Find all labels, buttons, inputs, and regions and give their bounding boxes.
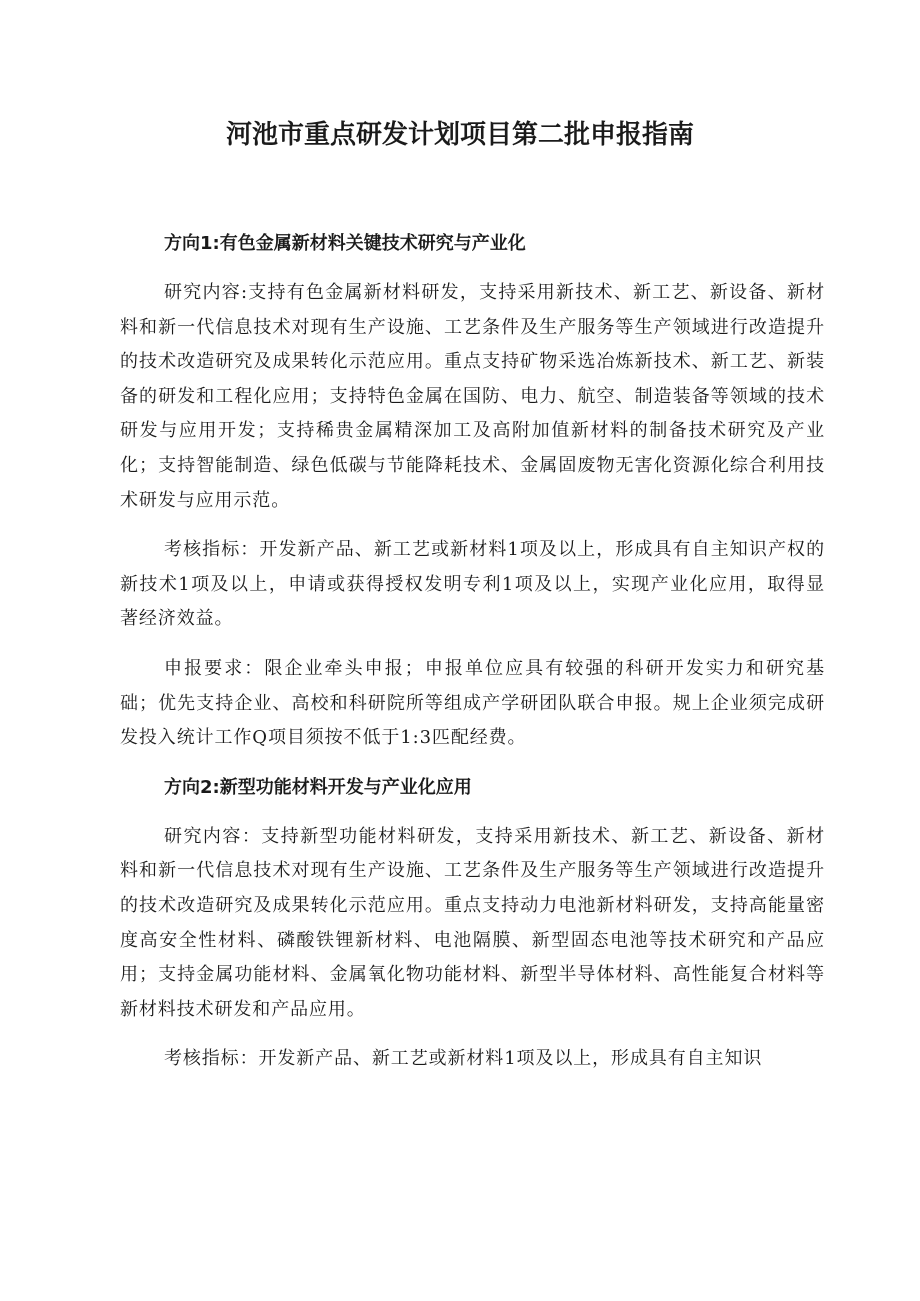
direction-2-assessment-indicators: 考核指标：开发新产品、新工艺或新材料1项及以上，形成具有自主知识 xyxy=(164,1048,763,1070)
direction-2-heading: 方向2:新型功能材料开发与产业化应用 xyxy=(164,776,472,798)
direction-1-heading: 方向1:有色金属新材料关键技术研究与产业化 xyxy=(164,233,526,254)
direction-1-application-requirements: 申报要求：限企业牵头申报；申报单位应具有较强的科研开发实力和研究基础；优先支持企业、高校和科研院所等组成产学研团队联合申报。规上企业须完成研发投入统计工作Q项目须按不低于1:3匹配经费。 xyxy=(120,657,825,749)
direction-2-section xyxy=(120,770,825,1077)
direction-2-research-content: 研究内容：支持新型功能材料研发，支持采用新技术、新工艺、新设备、新材料和新一代信息技术对现有生产设施、工艺条件及生产服务等生产领域进行改造提升的技术改造研究及成果转化示范应用。重点支持动力电池新材料研发，支持高能量密度高安全性材料、磷酸铁锂新材料、电池隔膜、新型固态电池等技术研究和产品应用；支持金属功能材料、金属氧化物功能材料、新型半导体材料、高性能复合材料等新材料技术研发和产品应用。 xyxy=(120,825,825,1020)
document-body xyxy=(120,226,825,1092)
direction-1-assessment-indicators: 考核指标：开发新产品、新工艺或新材料1项及以上，形成具有自主知识产权的新技术1项及以上，申请或获得授权发明专利1项及以上，实现产业化应用，取得显著经济效益。 xyxy=(120,539,825,630)
page-title: 河池市重点研发计划项目第二批申报指南 xyxy=(225,120,694,150)
direction-1-section xyxy=(120,226,825,756)
direction-1-research-content: 研究内容:支持有色金属新材料研发，支持采用新技术、新工艺、新设备、新材料和新一代信息技术对现有生产设施、工艺条件及生产服务等生产领域进行改造提升的技术改造研究及成果转化示范应用。重点支持矿物采选冶炼新技术、新工艺、新装备的研发和工程化应用；支持特色金属在国防、电力、航空、制造装备等领域的技术研发与应用开发；支持稀贵金属精深加工及高附加值新材料的制备技术研究及产业化；支持智能制造、绿色低碳与节能降耗技术、金属固废物无害化资源化综合利用技术研发与应用示范。 xyxy=(120,282,825,511)
